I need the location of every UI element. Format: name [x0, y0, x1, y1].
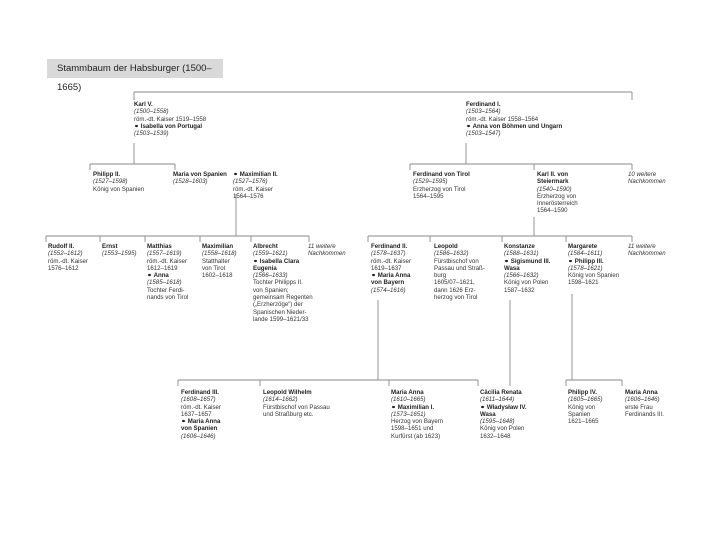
spouse-info: Tochter Ferdi- — [147, 286, 185, 294]
person-info: dann 1626 Erz- — [434, 286, 476, 294]
spouse-name-cont: Wasa — [504, 264, 520, 272]
person-name: Philipp II. — [93, 171, 121, 178]
person-dates: (1584–1611) — [568, 250, 603, 258]
person-maria-anna-bayern — [391, 389, 443, 440]
person-info: 1564–1576 — [233, 192, 264, 200]
person-name: Philipp IV. — [568, 389, 597, 396]
spouse-name: ⚭ Isabella von Portugal — [134, 122, 203, 130]
person-name: Maria Anna — [625, 389, 658, 396]
spouse-name: ⚭ Anna — [147, 272, 169, 280]
person-name: Rudolf II. — [48, 243, 75, 250]
descendants-note: Nachkommen — [308, 250, 346, 258]
person-dates: (1608–1657) — [181, 396, 216, 404]
person-ferdinand-von-tirol — [413, 171, 470, 200]
descendants-note: 11 weitere — [308, 243, 336, 250]
person-philipp-ii — [93, 171, 144, 193]
person-dates: (1606–1646) — [625, 396, 660, 404]
person-name: Maria Anna — [391, 389, 424, 396]
person-info: 1605/07–1621, — [434, 279, 475, 287]
spouse-info: König von Spanien — [568, 272, 620, 280]
person-matthias — [147, 243, 188, 301]
person-dates: (1611–1644) — [480, 396, 515, 404]
spouse-dates: (1503–1539) — [134, 130, 169, 138]
spouse-info: Herzog von Bayern — [391, 418, 444, 426]
person-info: Statthalter — [202, 257, 230, 265]
person-info: röm.-dt. Kaiser — [181, 403, 221, 411]
spouse-dates: (1566–1633) — [253, 272, 288, 280]
person-info: 1612–1619 — [147, 264, 178, 272]
person-name: Margarete — [568, 243, 598, 250]
person-maximilian-ii — [233, 171, 278, 200]
person-dates: (1578–1637) — [371, 250, 406, 258]
spouse-name: ⚭ Władysław IV. — [480, 403, 527, 411]
person-name: Cäcilia Renata — [480, 389, 522, 396]
person-info: erste Frau — [625, 403, 653, 411]
person-name: Konstanze — [504, 243, 535, 250]
person-info: röm.-dt. Kaiser — [371, 257, 411, 265]
spouse-name: ⚭ Maria Anna — [181, 418, 221, 426]
person-name: Ferdinand II. — [371, 243, 408, 250]
person-dates: (1503–1564) — [466, 108, 501, 116]
further-descendants-11b — [628, 243, 666, 258]
person-philipp-iv — [568, 389, 603, 425]
person-ernst — [102, 243, 137, 258]
person-info: röm.-dt. Kaiser — [233, 185, 273, 193]
spouse-name: ⚭ Sigismund III. — [504, 257, 551, 265]
person-name: Albrecht — [253, 243, 278, 250]
person-info: König von Spanien — [93, 185, 145, 193]
person-caecilia-renata — [480, 389, 527, 440]
person-info: burg — [434, 272, 447, 280]
person-name: Ernst — [102, 243, 118, 250]
spouse-dates: (1574–1616) — [371, 286, 406, 294]
spouse-info: König von Polen — [504, 279, 549, 287]
person-name: Karl II. von — [537, 171, 569, 178]
person-name: Ferdinand von Tirol — [413, 171, 470, 178]
person-dates: (1557–1619) — [147, 250, 182, 258]
person-dates: (1527–1576) — [233, 178, 268, 186]
person-info: herzog von Tirol — [434, 294, 478, 302]
person-info: König von — [568, 403, 596, 411]
person-name-cont: Steiermark — [537, 178, 569, 186]
spouse-name-cont: Wasa — [480, 410, 496, 418]
descendants-note: Nachkommen — [628, 250, 666, 258]
person-ferdinand-i — [466, 101, 562, 137]
person-dates: (1540–1590) — [537, 185, 572, 193]
person-info: Passau und Straß- — [434, 264, 485, 272]
person-info: 1619–1637 — [371, 264, 402, 272]
diagram-title: Stammbaum der Habsburger (1500–1665) — [47, 59, 223, 78]
person-dates: (1553–1595) — [102, 250, 137, 258]
person-karl-v — [134, 101, 206, 137]
person-name: Karl V. — [134, 101, 153, 108]
person-maria-anna-spanien — [625, 389, 664, 418]
person-ferdinand-iii — [181, 389, 221, 440]
person-info: 1564–1590 — [537, 207, 568, 215]
spouse-info: Kurfürst (ab 1623) — [391, 432, 441, 440]
spouse-dates: (1578–1621) — [568, 264, 603, 272]
spouse-info: 1632–1648 — [480, 432, 511, 440]
person-info: röm.-dt. Kaiser 1558–1564 — [466, 115, 539, 123]
person-name: Leopold Wilhelm — [263, 389, 312, 396]
person-name: Leopold — [434, 243, 458, 250]
spouse-info: nands von Tirol — [147, 294, 189, 302]
spouse-dates: (1585–1618) — [147, 279, 182, 287]
further-descendants-10 — [628, 171, 666, 186]
person-name: Ferdinand I. — [466, 101, 501, 108]
person-info: Fürstbischof von Passau — [263, 403, 330, 411]
spouse-dates: (1503–1547) — [466, 130, 501, 138]
spouse-name: ⚭ Anna von Böhmen und Ungarn — [466, 122, 563, 130]
spouse-info: 1598–1621 — [568, 279, 599, 287]
spouse-info: 1598–1651 und — [391, 425, 434, 433]
person-info: röm.-dt. Kaiser 1519–1558 — [134, 115, 207, 123]
person-maximilian — [202, 243, 237, 279]
spouse-name: ⚭ Maximilian I. — [391, 403, 435, 411]
person-dates: (1552–1612) — [48, 250, 83, 258]
spouse-info: Tochter Philipps II. — [253, 279, 303, 287]
person-info: Spanien — [568, 410, 591, 418]
spouse-dates: (1595–1648) — [480, 418, 515, 426]
spouse-dates: (1566–1632) — [504, 272, 539, 280]
person-dates: (1527–1598) — [93, 178, 128, 186]
person-info: röm.-dt. Kaiser — [147, 257, 187, 265]
person-maria-von-spanien — [173, 171, 227, 186]
spouse-info: von Spanien; — [253, 286, 289, 294]
person-name: ⚭ Maximilian II. — [233, 171, 278, 178]
spouse-info: („Erzherzöge“) der — [253, 301, 303, 309]
person-name: Ferdinand III. — [181, 389, 219, 396]
spouse-info: Spanischen Nieder- — [253, 308, 307, 316]
person-karl-ii — [537, 171, 578, 215]
person-dates: (1610–1665) — [391, 396, 426, 404]
spouse-name-cont: von Spanien — [181, 425, 218, 433]
person-konstanze — [504, 243, 550, 294]
person-info: 1602–1618 — [202, 272, 233, 280]
person-leopold-wilhelm — [263, 389, 330, 418]
person-info: Erzherzog von Tirol — [413, 185, 466, 193]
person-info: 1576–1612 — [48, 264, 79, 272]
person-info: röm.-dt. Kaiser — [48, 257, 88, 265]
person-name: Matthias — [147, 243, 172, 250]
person-info: Erzherzog von — [537, 192, 577, 200]
person-info: von Tirol — [202, 264, 226, 272]
person-info: 1621–1665 — [568, 418, 599, 426]
spouse-name-cont: Eugenia — [253, 264, 277, 272]
person-margarete — [568, 243, 619, 287]
person-ferdinand-ii — [371, 243, 411, 294]
spouse-name: ⚭ Maria Anna — [371, 272, 411, 280]
descendants-note: 11 weitere — [628, 243, 656, 250]
person-dates: (1614–1662) — [263, 396, 298, 404]
further-descendants-11a — [308, 243, 346, 258]
spouse-info: lande 1599–1621/33 — [253, 315, 309, 323]
person-dates: (1500–1558) — [134, 108, 169, 116]
person-info: 1637–1657 — [181, 410, 212, 418]
spouse-name-cont: von Bayern — [371, 279, 405, 287]
person-dates: (1529–1595) — [413, 178, 448, 186]
person-dates: (1558–1618) — [202, 250, 237, 258]
spouse-dates: (1606–1646) — [181, 432, 216, 440]
person-info: Fürstbischof von — [434, 257, 479, 265]
person-rudolf-ii — [48, 243, 88, 272]
spouse-name: ⚭ Isabella Clara — [253, 257, 300, 265]
person-dates: (1605–1665) — [568, 396, 603, 404]
person-dates: (1588–1631) — [504, 250, 539, 258]
spouse-dates: (1573–1651) — [391, 410, 426, 418]
spouse-info: gemeinsam Regenten — [253, 294, 313, 302]
descendants-note: 10 weitere — [628, 171, 657, 178]
person-name: Maria von Spanien — [173, 171, 227, 178]
person-dates: (1559–1621) — [253, 250, 288, 258]
spouse-info: 1587–1632 — [504, 286, 535, 294]
person-info: Innerösterreich — [537, 200, 578, 208]
person-info: Ferdinands III. — [625, 410, 664, 418]
person-dates: (1528–1603) — [173, 178, 208, 186]
person-name: Maximilian — [202, 243, 234, 250]
spouse-info: König von Polen — [480, 425, 525, 433]
person-dates: (1586–1632) — [434, 250, 469, 258]
descendants-note: Nachkommen — [628, 178, 666, 186]
spouse-name: ⚭ Philipp III. — [568, 257, 604, 265]
person-info: 1564–1595 — [413, 192, 444, 200]
person-info: und Straßburg etc. — [263, 410, 314, 418]
person-albrecht — [253, 243, 313, 323]
person-leopold — [434, 243, 485, 301]
